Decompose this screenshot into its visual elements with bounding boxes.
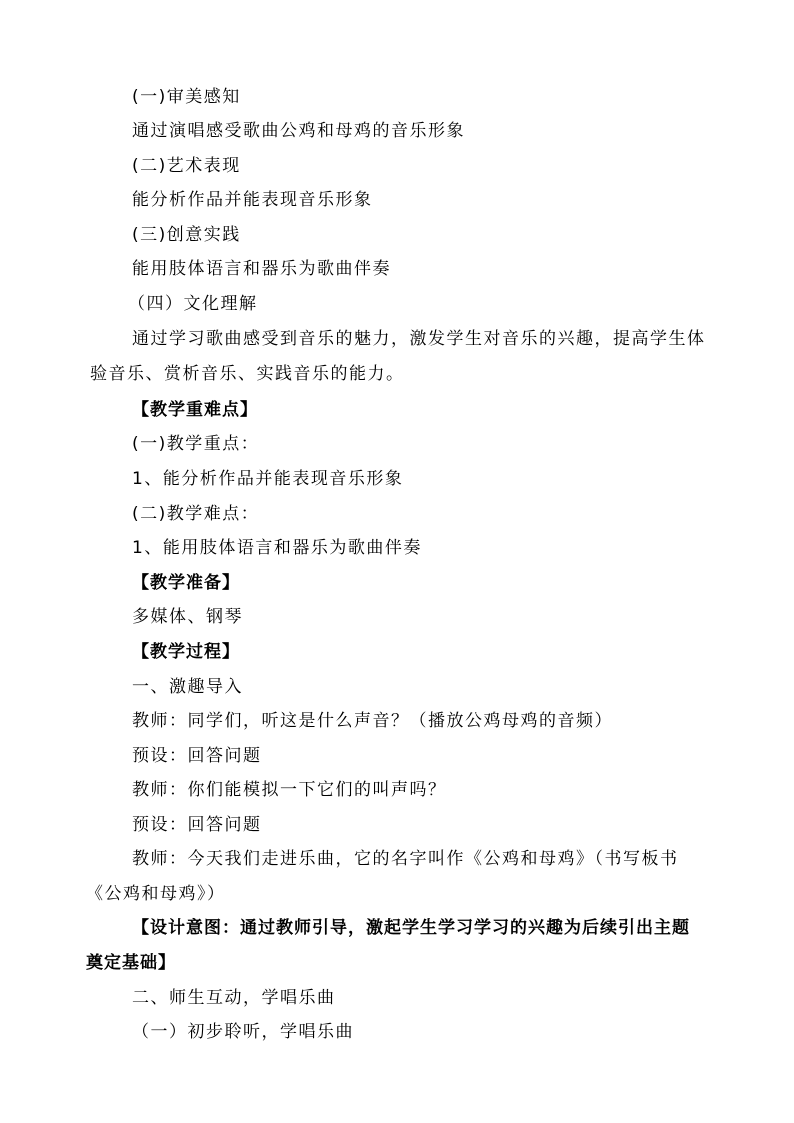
focus-heading: (一)教学重点： xyxy=(132,434,260,454)
teacher-line2: 教师：你们能模拟一下它们的叫声吗？ xyxy=(132,780,447,800)
creative-text: 能用肢体语言和器乐为歌曲伴奏 xyxy=(132,259,391,279)
difficulty-heading: (二)教学难点： xyxy=(132,504,260,524)
design-intent-line1: 【设计意图：通过教师引导，激起学生学习学习的兴趣为后续引出主题 xyxy=(132,918,690,938)
process-heading: 【教学过程】 xyxy=(132,642,240,662)
design-intent-line2: 奠定基础】 xyxy=(86,953,176,973)
sub1-heading: （一）初步聆听，学唱乐曲 xyxy=(132,1022,354,1042)
culture-text-line2: 验音乐、赏析音乐、实践音乐的能力。 xyxy=(90,364,405,384)
aesthetic-text: 通过演唱感受歌曲公鸡和母鸡的音乐形象 xyxy=(132,121,465,141)
culture-heading: （四）文化理解 xyxy=(128,294,258,314)
preparation-items: 多媒体、钢琴 xyxy=(132,607,243,627)
preset2: 预设：回答问题 xyxy=(132,815,262,835)
key-points-heading: 【教学重难点】 xyxy=(132,400,258,420)
teacher-line1: 教师：同学们，听这是什么声音？（播放公鸡母鸡的音频） xyxy=(132,711,613,731)
art-text: 能分析作品并能表现音乐形象 xyxy=(132,190,373,210)
preparation-heading: 【教学准备】 xyxy=(132,573,240,593)
creative-heading: (三)创意实践 xyxy=(132,225,241,245)
preset1: 预设：回答问题 xyxy=(132,746,262,766)
teacher-line3-part1: 教师：今天我们走进乐曲，它的名字叫作《公鸡和母鸡》（书写板书 xyxy=(132,849,679,869)
focus-item: 1、能分析作品并能表现音乐形象 xyxy=(132,469,404,489)
culture-text-line1: 通过学习歌曲感受到音乐的魅力，激发学生对音乐的兴趣，提高学生体 xyxy=(132,329,706,349)
step1-heading: 一、激趣导入 xyxy=(132,677,243,697)
art-heading: (二)艺术表现 xyxy=(132,156,241,176)
aesthetic-heading: (一)审美感知 xyxy=(132,87,241,107)
teacher-line3-part2: 《公鸡和母鸡》） xyxy=(86,884,226,904)
step2-heading: 二、师生互动，学唱乐曲 xyxy=(132,988,336,1008)
difficulty-item: 1、能用肢体语言和器乐为歌曲伴奏 xyxy=(132,538,422,558)
